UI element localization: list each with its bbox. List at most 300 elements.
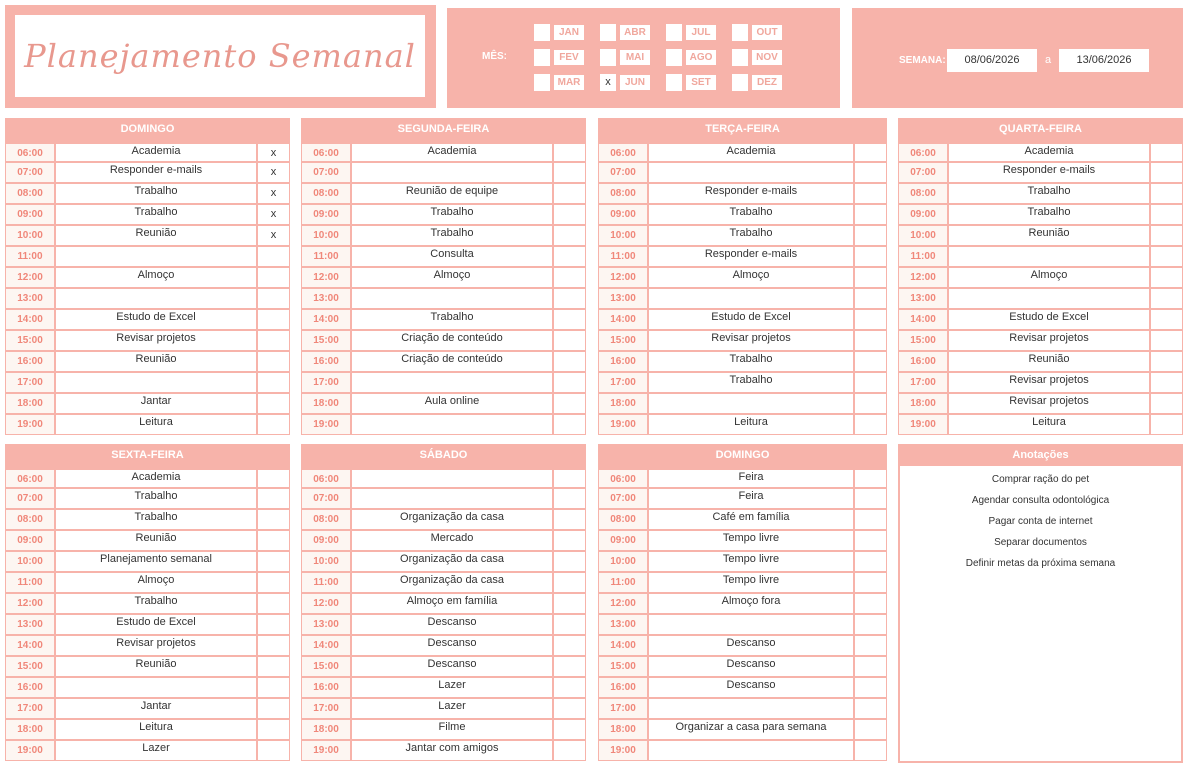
done-checkbox[interactable] (554, 331, 585, 350)
done-checkbox[interactable] (855, 331, 886, 350)
month-checkbox[interactable] (534, 74, 550, 91)
schedule-row (302, 392, 585, 413)
done-checkbox[interactable] (554, 699, 585, 718)
schedule-row (6, 161, 289, 182)
done-checkbox[interactable] (258, 373, 289, 392)
task-cell[interactable]: Organização da casa (352, 510, 554, 529)
task-cell[interactable]: Revisar projetos (949, 331, 1151, 350)
task-cell[interactable]: Jantar (56, 699, 258, 718)
task-cell[interactable]: Tempo livre (649, 552, 855, 571)
done-checkbox[interactable] (258, 510, 289, 529)
task-cell[interactable]: Descanso (649, 636, 855, 655)
time-slot: 13:00 (302, 289, 352, 308)
done-checkbox[interactable] (855, 573, 886, 592)
schedule-row (302, 140, 585, 161)
month-checkbox[interactable] (666, 24, 682, 41)
task-cell[interactable] (56, 373, 258, 392)
time-slot: 10:00 (6, 552, 56, 571)
done-checkbox[interactable] (554, 163, 585, 182)
done-checkbox[interactable] (258, 741, 289, 760)
time-slot: 18:00 (899, 394, 949, 413)
done-checkbox[interactable] (1151, 184, 1182, 203)
task-cell[interactable]: Descanso (649, 678, 855, 697)
month-name: ABR (619, 24, 651, 41)
schedule-row (302, 266, 585, 287)
time-slot: 16:00 (599, 678, 649, 697)
task-cell[interactable]: Lazer (56, 741, 258, 760)
task-cell[interactable]: Responder e-mails (649, 247, 855, 266)
schedule-row (599, 550, 886, 571)
task-cell[interactable]: Revisar projetos (949, 394, 1151, 413)
task-cell[interactable]: Reunião (949, 226, 1151, 245)
task-cell[interactable]: Academia (949, 144, 1151, 161)
schedule-row (302, 413, 585, 434)
done-checkbox[interactable] (554, 247, 585, 266)
done-checkbox[interactable] (554, 552, 585, 571)
task-cell[interactable]: Almoço (352, 268, 554, 287)
task-cell[interactable]: Café em família (649, 510, 855, 529)
time-slot: 06:00 (599, 470, 649, 487)
time-slot: 13:00 (6, 615, 56, 634)
done-checkbox[interactable] (855, 552, 886, 571)
done-checkbox[interactable] (855, 531, 886, 550)
task-cell[interactable]: Reunião (56, 226, 258, 245)
schedule-row (6, 634, 289, 655)
schedule-row (302, 308, 585, 329)
schedule-row (6, 676, 289, 697)
done-checkbox[interactable] (1151, 394, 1182, 413)
done-checkbox[interactable] (554, 394, 585, 413)
time-slot: 07:00 (599, 163, 649, 182)
done-checkbox[interactable] (554, 720, 585, 739)
task-cell[interactable]: Planejamento semanal (56, 552, 258, 571)
task-cell[interactable]: Leitura (56, 720, 258, 739)
task-cell[interactable]: Jantar com amigos (352, 741, 554, 760)
month-name: JAN (553, 24, 585, 41)
task-cell[interactable]: Almoço (56, 268, 258, 287)
done-checkbox[interactable] (554, 268, 585, 287)
done-checkbox[interactable]: x (258, 226, 289, 245)
task-cell[interactable] (56, 247, 258, 266)
task-cell[interactable]: Reunião de equipe (352, 184, 554, 203)
month-name: JUL (685, 24, 717, 41)
task-cell[interactable]: Reunião (949, 352, 1151, 371)
week-end-date[interactable]: 13/06/2026 (1059, 49, 1149, 72)
month-checkbox[interactable] (600, 49, 616, 66)
done-checkbox[interactable] (258, 636, 289, 655)
done-checkbox[interactable] (1151, 247, 1182, 266)
schedule-row (6, 224, 289, 245)
task-cell[interactable]: Reunião (56, 657, 258, 676)
done-checkbox[interactable] (1151, 289, 1182, 308)
done-checkbox[interactable] (554, 226, 585, 245)
done-checkbox[interactable] (554, 144, 585, 161)
done-checkbox[interactable] (258, 289, 289, 308)
done-checkbox[interactable] (855, 678, 886, 697)
time-slot: 09:00 (899, 205, 949, 224)
done-checkbox[interactable] (855, 184, 886, 203)
done-checkbox[interactable] (855, 373, 886, 392)
done-checkbox[interactable] (855, 205, 886, 224)
month-option[interactable] (534, 49, 585, 66)
month-checkbox[interactable] (732, 24, 748, 41)
time-slot: 19:00 (599, 741, 649, 760)
done-checkbox[interactable] (258, 352, 289, 371)
done-checkbox[interactable]: x (258, 163, 289, 182)
done-checkbox[interactable] (258, 331, 289, 350)
schedule-row (6, 182, 289, 203)
done-checkbox[interactable] (1151, 331, 1182, 350)
done-checkbox[interactable] (258, 678, 289, 697)
month-option[interactable] (666, 74, 717, 91)
month-option[interactable] (732, 49, 783, 66)
schedule-row (899, 203, 1182, 224)
done-checkbox[interactable] (855, 394, 886, 413)
task-cell[interactable]: Estudo de Excel (649, 310, 855, 329)
done-checkbox[interactable] (855, 247, 886, 266)
month-label: MÊS: (482, 51, 507, 62)
task-cell[interactable]: Trabalho (649, 373, 855, 392)
done-checkbox[interactable] (258, 310, 289, 329)
time-slot: 10:00 (599, 226, 649, 245)
task-cell[interactable]: Almoço fora (649, 594, 855, 613)
done-checkbox[interactable]: x (258, 144, 289, 161)
time-slot: 19:00 (302, 415, 352, 434)
month-option[interactable] (600, 74, 651, 91)
task-cell[interactable]: Revisar projetos (949, 373, 1151, 392)
done-checkbox[interactable] (1151, 373, 1182, 392)
task-cell[interactable]: Almoço (949, 268, 1151, 287)
done-checkbox[interactable] (554, 678, 585, 697)
time-slot: 09:00 (302, 531, 352, 550)
task-cell[interactable]: Descanso (352, 636, 554, 655)
title-box (15, 15, 425, 97)
task-cell[interactable]: Trabalho (56, 510, 258, 529)
task-cell[interactable]: Revisar projetos (56, 636, 258, 655)
done-checkbox[interactable] (1151, 226, 1182, 245)
done-checkbox[interactable]: x (258, 205, 289, 224)
day-schedule (598, 466, 887, 761)
task-cell[interactable] (56, 289, 258, 308)
done-checkbox[interactable] (554, 615, 585, 634)
done-checkbox[interactable] (855, 352, 886, 371)
done-checkbox[interactable] (1151, 415, 1182, 434)
task-cell[interactable]: Responder e-mails (949, 163, 1151, 182)
done-checkbox[interactable] (554, 741, 585, 760)
done-checkbox[interactable] (554, 489, 585, 508)
done-checkbox[interactable] (855, 163, 886, 182)
month-option[interactable] (600, 49, 651, 66)
done-checkbox[interactable] (554, 373, 585, 392)
task-cell[interactable]: Descanso (649, 657, 855, 676)
done-checkbox[interactable] (554, 531, 585, 550)
done-checkbox[interactable] (554, 470, 585, 487)
schedule-row (599, 487, 886, 508)
done-checkbox[interactable] (1151, 205, 1182, 224)
note-item[interactable]: Agendar consulta odontológica (971, 495, 1110, 506)
time-slot: 07:00 (302, 163, 352, 182)
task-cell[interactable] (949, 289, 1151, 308)
month-checkbox[interactable] (534, 49, 550, 66)
task-cell[interactable] (352, 289, 554, 308)
task-cell[interactable] (352, 373, 554, 392)
task-cell[interactable]: Jantar (56, 394, 258, 413)
time-slot: 10:00 (302, 226, 352, 245)
task-cell[interactable]: Trabalho (949, 184, 1151, 203)
schedule-row (599, 676, 886, 697)
time-slot: 11:00 (6, 573, 56, 592)
done-checkbox[interactable] (1151, 144, 1182, 161)
done-checkbox[interactable] (258, 268, 289, 287)
done-checkbox[interactable] (258, 247, 289, 266)
task-cell[interactable]: Estudo de Excel (949, 310, 1151, 329)
time-slot: 09:00 (302, 205, 352, 224)
done-checkbox[interactable] (258, 594, 289, 613)
task-cell[interactable]: Trabalho (352, 310, 554, 329)
done-checkbox[interactable] (855, 615, 886, 634)
schedule-row (302, 697, 585, 718)
task-cell[interactable]: Academia (352, 144, 554, 161)
month-checkbox[interactable] (666, 74, 682, 91)
month-option[interactable] (534, 24, 585, 41)
schedule-row (599, 655, 886, 676)
note-item[interactable]: Comprar ração do pet (991, 474, 1090, 485)
task-cell[interactable]: Tempo livre (649, 573, 855, 592)
task-cell[interactable]: Trabalho (649, 226, 855, 245)
done-checkbox[interactable] (855, 310, 886, 329)
task-cell[interactable]: Criação de conteúdo (352, 331, 554, 350)
done-checkbox[interactable] (1151, 310, 1182, 329)
task-cell[interactable]: Criação de conteúdo (352, 352, 554, 371)
month-option[interactable] (732, 24, 783, 41)
task-cell[interactable]: Tempo livre (649, 531, 855, 550)
done-checkbox[interactable] (855, 415, 886, 434)
schedule-row (899, 308, 1182, 329)
done-checkbox[interactable] (554, 594, 585, 613)
time-slot: 06:00 (302, 144, 352, 161)
schedule-row (599, 287, 886, 308)
done-checkbox[interactable] (258, 699, 289, 718)
done-checkbox[interactable] (1151, 352, 1182, 371)
task-cell[interactable]: Lazer (352, 699, 554, 718)
schedule-row (302, 634, 585, 655)
task-cell[interactable]: Trabalho (949, 205, 1151, 224)
month-checkbox[interactable]: x (600, 74, 616, 91)
task-cell[interactable]: Descanso (352, 657, 554, 676)
done-checkbox[interactable] (855, 489, 886, 508)
task-cell[interactable]: Reunião (56, 352, 258, 371)
done-checkbox[interactable] (855, 289, 886, 308)
note-item[interactable]: Separar documentos (994, 537, 1087, 548)
time-slot: 13:00 (302, 615, 352, 634)
task-cell[interactable]: Almoço (649, 268, 855, 287)
schedule-row (302, 245, 585, 266)
time-slot: 09:00 (599, 205, 649, 224)
task-cell[interactable]: Trabalho (56, 205, 258, 224)
time-slot: 17:00 (899, 373, 949, 392)
task-cell[interactable]: Leitura (649, 415, 855, 434)
schedule-row (599, 161, 886, 182)
task-cell[interactable]: Organização da casa (352, 552, 554, 571)
schedule-row (6, 413, 289, 434)
month-option[interactable] (666, 49, 717, 66)
task-cell[interactable]: Trabalho (649, 205, 855, 224)
task-cell[interactable] (649, 394, 855, 413)
task-cell[interactable]: Leitura (56, 415, 258, 434)
done-checkbox[interactable] (554, 657, 585, 676)
task-cell[interactable]: Descanso (352, 615, 554, 634)
month-checkbox[interactable] (534, 24, 550, 41)
done-checkbox[interactable] (855, 699, 886, 718)
schedule-row (899, 245, 1182, 266)
task-cell[interactable]: Almoço (56, 573, 258, 592)
done-checkbox[interactable] (855, 594, 886, 613)
done-checkbox[interactable] (258, 415, 289, 434)
time-slot: 19:00 (599, 415, 649, 434)
done-checkbox[interactable] (855, 636, 886, 655)
schedule-row (599, 718, 886, 739)
done-checkbox[interactable] (855, 720, 886, 739)
schedule-row (899, 392, 1182, 413)
task-cell[interactable]: Organização da casa (352, 573, 554, 592)
note-item[interactable]: Definir metas da próxima semana (965, 558, 1116, 569)
schedule-row (599, 140, 886, 161)
schedule-row (302, 350, 585, 371)
done-checkbox[interactable] (258, 531, 289, 550)
task-cell[interactable]: Trabalho (56, 184, 258, 203)
done-checkbox[interactable] (855, 144, 886, 161)
task-cell[interactable]: Trabalho (56, 594, 258, 613)
task-cell[interactable]: Estudo de Excel (56, 310, 258, 329)
done-checkbox[interactable] (258, 552, 289, 571)
time-slot: 06:00 (599, 144, 649, 161)
done-checkbox[interactable] (258, 489, 289, 508)
task-cell[interactable]: Reunião (56, 531, 258, 550)
task-cell[interactable]: Feira (649, 489, 855, 508)
done-checkbox[interactable] (554, 310, 585, 329)
task-cell[interactable] (352, 163, 554, 182)
schedule-row (599, 182, 886, 203)
task-cell[interactable]: Feira (649, 470, 855, 487)
task-cell[interactable]: Academia (56, 144, 258, 161)
time-slot: 12:00 (599, 594, 649, 613)
task-cell[interactable] (352, 470, 554, 487)
time-slot: 06:00 (899, 144, 949, 161)
task-cell[interactable]: Lazer (352, 678, 554, 697)
task-cell[interactable] (56, 678, 258, 697)
done-checkbox[interactable] (855, 268, 886, 287)
month-option[interactable] (600, 24, 651, 41)
schedule-row (6, 718, 289, 739)
task-cell[interactable]: Leitura (949, 415, 1151, 434)
task-cell[interactable]: Trabalho (352, 205, 554, 224)
task-cell[interactable] (649, 163, 855, 182)
day-panel (5, 118, 290, 435)
month-option[interactable] (666, 24, 717, 41)
done-checkbox[interactable] (855, 741, 886, 760)
month-checkbox[interactable] (732, 74, 748, 91)
week-start-date[interactable]: 08/06/2026 (947, 49, 1037, 72)
month-option[interactable] (732, 74, 783, 91)
done-checkbox[interactable] (855, 510, 886, 529)
done-checkbox[interactable] (554, 205, 585, 224)
time-slot: 14:00 (899, 310, 949, 329)
done-checkbox[interactable] (1151, 268, 1182, 287)
task-cell[interactable]: Trabalho (56, 489, 258, 508)
time-slot: 19:00 (302, 741, 352, 760)
time-slot: 08:00 (302, 510, 352, 529)
task-cell[interactable]: Estudo de Excel (56, 615, 258, 634)
month-checkbox[interactable] (666, 49, 682, 66)
done-checkbox[interactable] (554, 636, 585, 655)
task-cell[interactable]: Mercado (352, 531, 554, 550)
schedule-row (899, 266, 1182, 287)
task-cell[interactable]: Academia (649, 144, 855, 161)
task-cell[interactable] (649, 615, 855, 634)
task-cell[interactable] (949, 247, 1151, 266)
done-checkbox[interactable] (258, 657, 289, 676)
done-checkbox[interactable] (855, 657, 886, 676)
time-slot: 09:00 (599, 531, 649, 550)
time-slot: 16:00 (302, 352, 352, 371)
done-checkbox[interactable] (855, 470, 886, 487)
note-item[interactable]: Pagar conta de internet (988, 516, 1093, 527)
time-slot: 14:00 (599, 310, 649, 329)
done-checkbox[interactable] (554, 184, 585, 203)
done-checkbox[interactable] (554, 510, 585, 529)
task-cell[interactable]: Revisar projetos (649, 331, 855, 350)
month-option[interactable] (534, 74, 585, 91)
time-slot: 16:00 (599, 352, 649, 371)
schedule-row (899, 287, 1182, 308)
task-cell[interactable]: Aula online (352, 394, 554, 413)
task-cell[interactable]: Almoço em família (352, 594, 554, 613)
schedule-row (899, 224, 1182, 245)
day-title: QUARTA-FEIRA (898, 118, 1183, 140)
month-checkbox[interactable] (732, 49, 748, 66)
done-checkbox[interactable] (855, 226, 886, 245)
task-cell[interactable] (352, 415, 554, 434)
done-checkbox[interactable] (554, 352, 585, 371)
task-cell[interactable]: Responder e-mails (56, 163, 258, 182)
task-cell[interactable] (649, 289, 855, 308)
task-cell[interactable] (352, 489, 554, 508)
schedule-row (599, 413, 886, 434)
done-checkbox[interactable] (258, 720, 289, 739)
done-checkbox[interactable] (258, 615, 289, 634)
month-checkbox[interactable] (600, 24, 616, 41)
time-slot: 10:00 (6, 226, 56, 245)
task-cell[interactable]: Consulta (352, 247, 554, 266)
task-cell[interactable] (649, 741, 855, 760)
task-cell[interactable]: Trabalho (649, 352, 855, 371)
task-cell[interactable]: Responder e-mails (649, 184, 855, 203)
task-cell[interactable]: Revisar projetos (56, 331, 258, 350)
done-checkbox[interactable] (554, 289, 585, 308)
done-checkbox[interactable] (258, 470, 289, 487)
done-checkbox[interactable] (258, 394, 289, 413)
done-checkbox[interactable] (258, 573, 289, 592)
done-checkbox[interactable] (554, 415, 585, 434)
task-cell[interactable]: Academia (56, 470, 258, 487)
done-checkbox[interactable] (554, 573, 585, 592)
task-cell[interactable]: Trabalho (352, 226, 554, 245)
done-checkbox[interactable]: x (258, 184, 289, 203)
task-cell[interactable]: Filme (352, 720, 554, 739)
task-cell[interactable]: Organizar a casa para semana (649, 720, 855, 739)
task-cell[interactable] (649, 699, 855, 718)
done-checkbox[interactable] (1151, 163, 1182, 182)
